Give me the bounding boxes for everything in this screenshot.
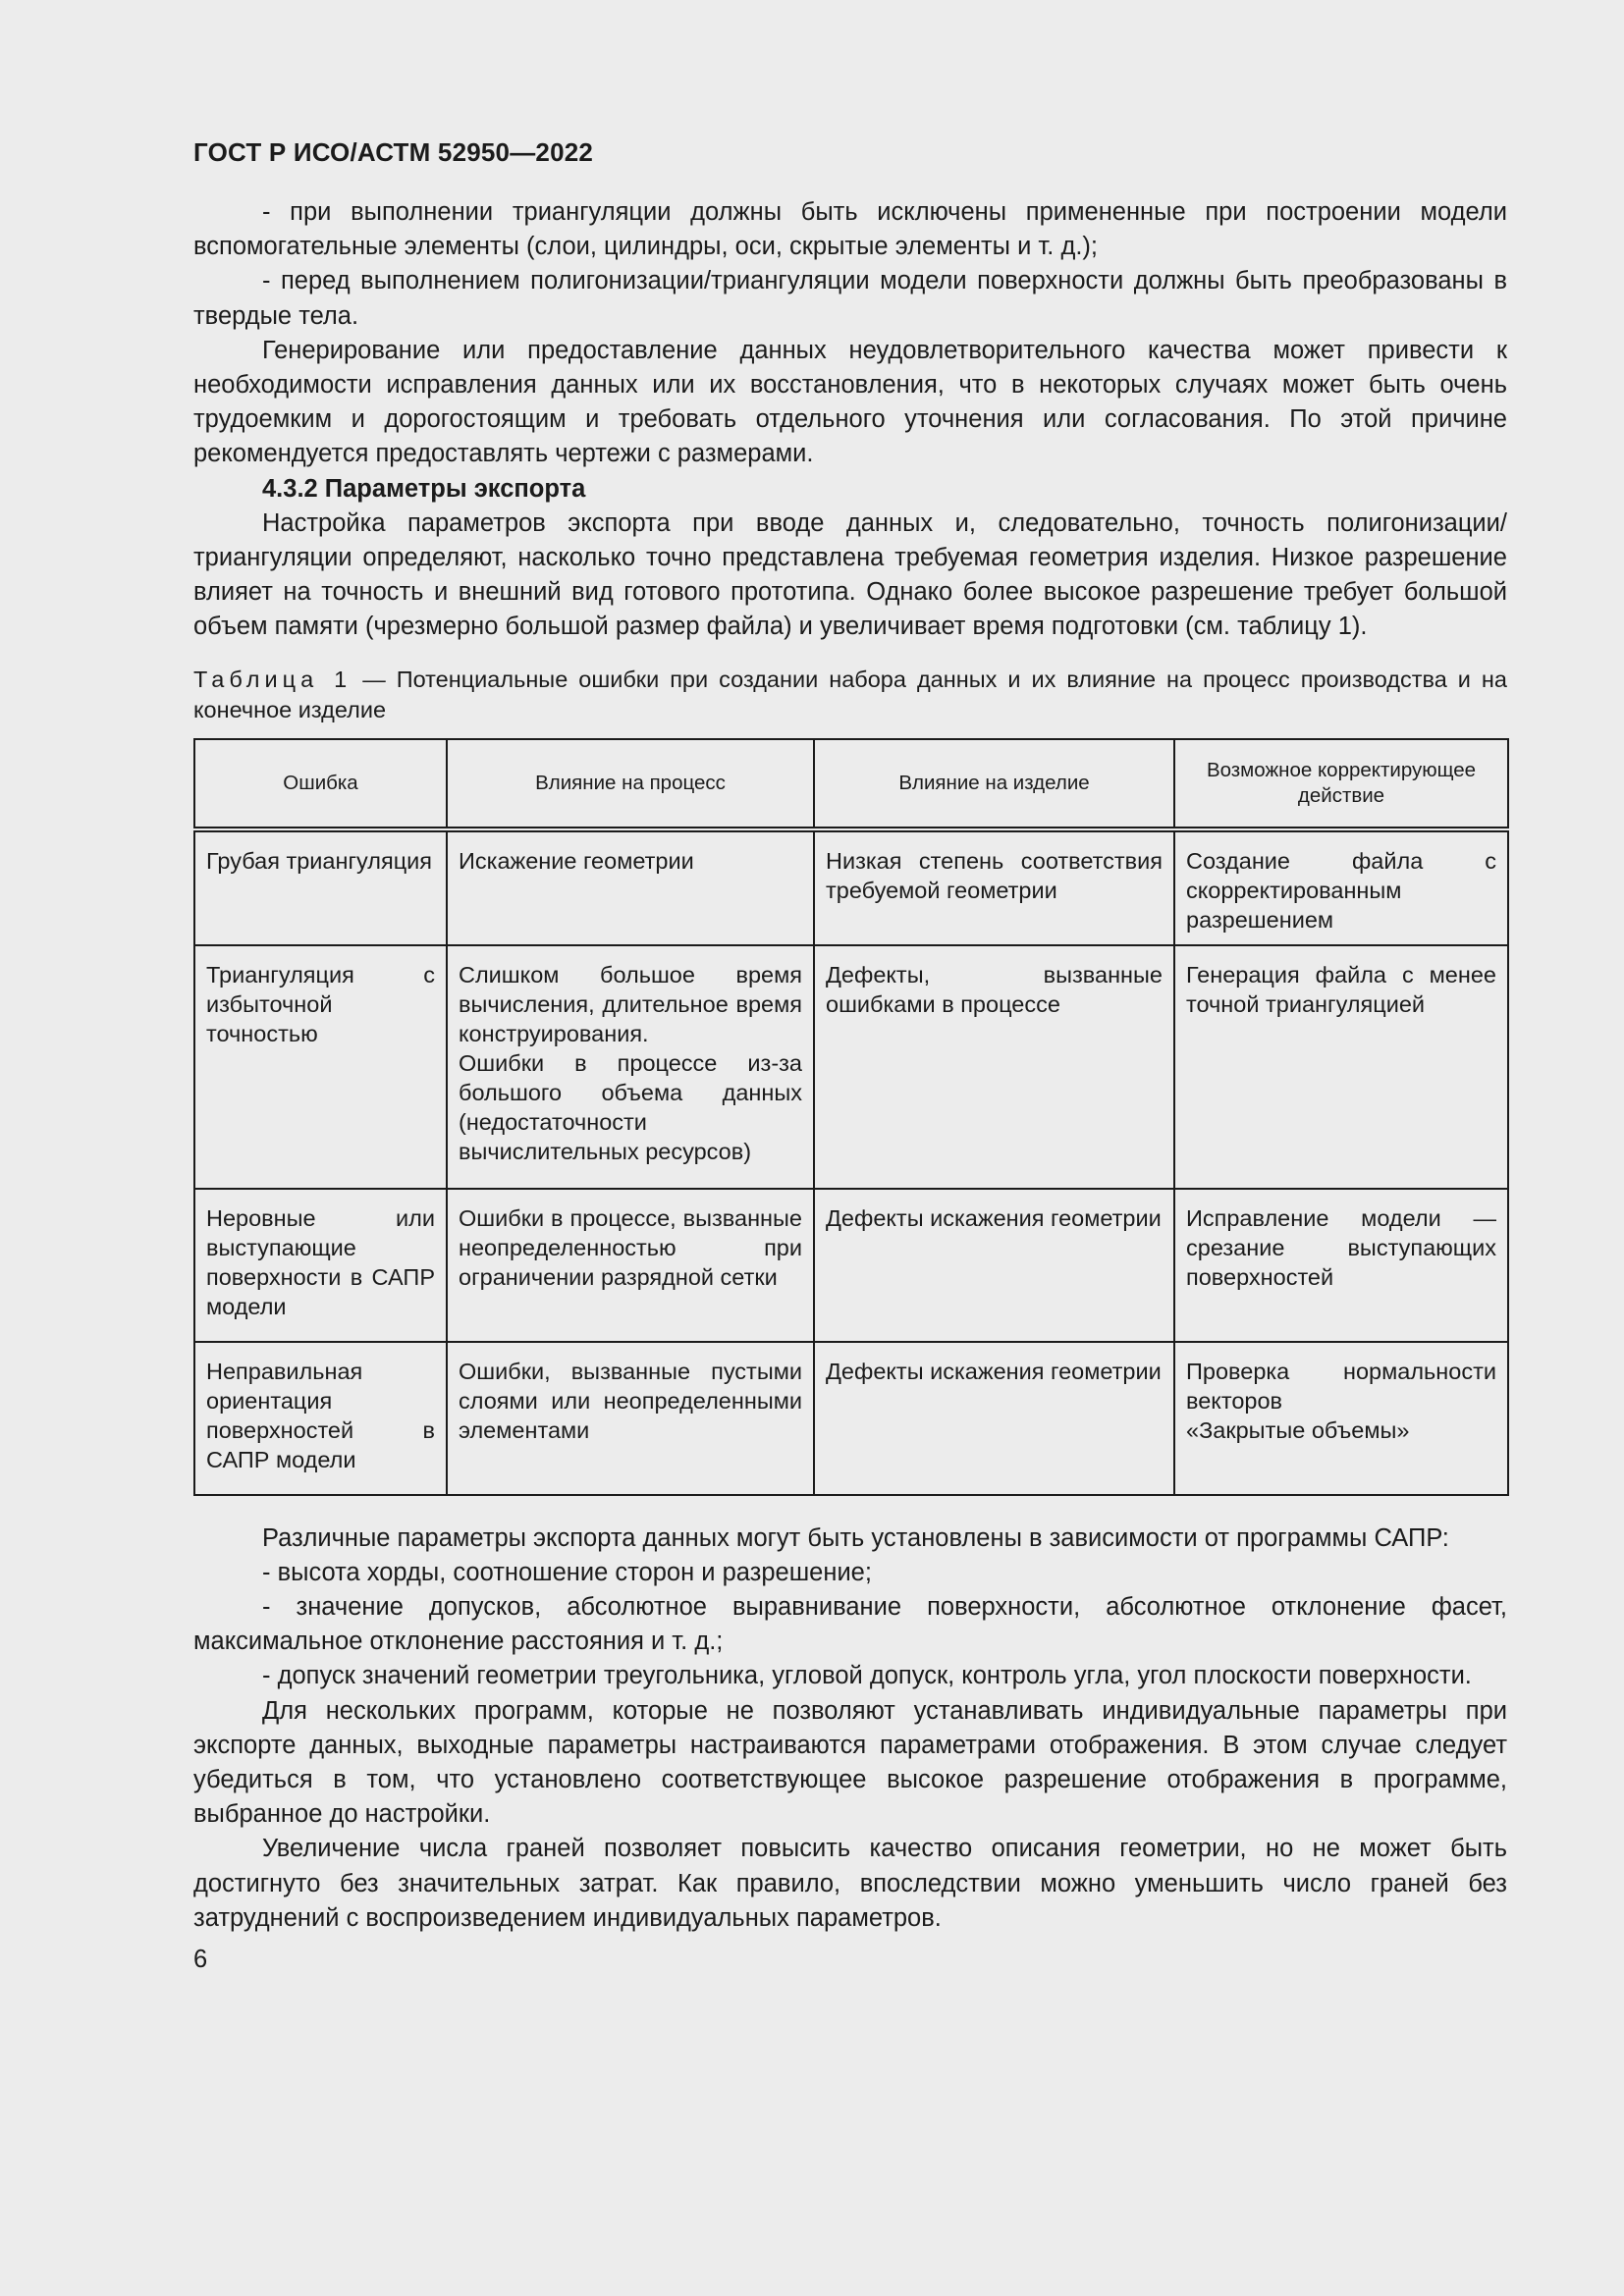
page-number: 6 (193, 1946, 208, 1974)
document-page (193, 137, 1507, 1974)
cell-action (1174, 829, 1508, 945)
outro-block (193, 1522, 1507, 1936)
outro-paragraph-3: Увеличение числа граней позволяет повысить качество описания геометрии, но не может быть достигнуто без значительных затрат. Как правило, впоследствии можно уменьшить число граней без затруднений с воспроизведением индивидуальных параметров. (193, 1835, 1507, 1932)
cell-product: Дефекты, вызванные ошибками в процессе (814, 945, 1174, 1189)
header-process: Влияние на процесс (447, 739, 814, 829)
table-row (194, 1342, 1508, 1495)
cell-action (1174, 945, 1508, 1189)
cell-process-line: Слишком большое время вычисления, длительное время конструирования. (459, 961, 802, 1046)
cell-error: Неправильная ориентация поверхностей в САПР модели (194, 1342, 447, 1495)
cell-product: Дефекты искажения геометрии (814, 1342, 1174, 1495)
cell-action-line: Исправление модели — срезание выступающих поверхностей (1186, 1204, 1496, 1290)
intro-paragraph-2: - перед выполнением полигонизации/триангуляции модели поверхности должны быть преобразованы в твердые тела. (193, 267, 1507, 330)
outro-paragraph-1: Различные параметры экспорта данных могут быть установлены в зависимости от программы САПР: (262, 1523, 1449, 1552)
section-heading: 4.3.2 Параметры экспорта (262, 474, 586, 503)
cell-error: Триангуляция с избыточной точностью (194, 945, 447, 1189)
cell-error: Неровные или выступающие поверхности в САПР модели (194, 1189, 447, 1342)
table-row (194, 829, 1508, 945)
outro-list-item-1: - высота хорды, соотношение сторон и разрешение; (262, 1558, 872, 1586)
outro-list-item-3: - допуск значений геометрии треугольника, угловой допуск, контроль угла, угол плоскости поверхности. (262, 1662, 1472, 1690)
table-caption-text: — Потенциальные ошибки при создании набора данных и их влияние на процесс производства и на конечное изделие (193, 666, 1507, 722)
header-product: Влияние на изделие (814, 739, 1174, 829)
header-error: Ошибка (194, 739, 447, 829)
cell-error: Грубая триангуляция (194, 829, 447, 945)
intro-paragraph-3: Генерирование или предоставление данных неудовлетворительного качества может привести к необходимости исправления данных или их восстановления, что в некоторых случаях может быть очень трудоемким и дорогостоящим и требовать отдельного уточнения или согласования. По этой причине рекомендуется предоставлять чертежи с размерами. (193, 336, 1507, 468)
intro-paragraph-1: - при выполнении триангуляции должны быть исключены примененные при построении модели вспомогательные элементы (слои, цилиндры, оси, скрытые элементы и т. д.); (193, 198, 1507, 261)
table-row (194, 1189, 1508, 1342)
table-header-row (194, 739, 1508, 829)
section-paragraph: Настройка параметров экспорта при вводе данных и, следовательно, точность полигонизации/триангуляции определяют, насколько точно представлена требуемая геометрия изделия. Низкое разрешение влияет на точность и внешний вид готового прототипа. Однако более высокое разрешение требует большой объем памяти (чрезмерно большой размер файла) и увеличивает время подготовки (см. таблицу 1). (193, 508, 1507, 641)
outro-paragraph-2: Для нескольких программ, которые не позволяют устанавливать индивидуальные параметры при экспорте данных, выходные параметры настраиваются параметрами отображения. В этом случае следует убедиться в том, что установлено соответствующее высокое разрешение отображения в программе, выбранное до настройки. (193, 1696, 1507, 1829)
errors-table (193, 738, 1509, 1496)
cell-product: Низкая степень соответствия требуемой геометрии (814, 829, 1174, 945)
document-header: ГОСТ Р ИСО/АСТМ 52950—2022 (193, 137, 594, 167)
cell-process-line: Ошибки в процессе из-за большого объема данных (недостаточности вычислительных ресурсов) (459, 1049, 802, 1164)
table-caption (193, 665, 1507, 725)
cell-process (447, 945, 814, 1189)
outro-list-item-2: - значение допусков, абсолютное выравнивание поверхности, абсолютное отклонение фасет, максимальное отклонение расстояния и т. д.; (193, 1593, 1507, 1656)
cell-process-line: Ошибки, вызванные пустыми слоями или неопределенными элементами (459, 1358, 802, 1443)
cell-product: Дефекты искажения геометрии (814, 1189, 1174, 1342)
cell-process-line: Искажение геометрии (459, 847, 694, 874)
header-action: Возможное корректирующее действие (1174, 739, 1508, 829)
cell-process-line: Ошибки в процессе, вызванные неопределенностью при ограничении разрядной сетки (459, 1204, 802, 1290)
cell-process (447, 1342, 814, 1495)
cell-action-line: Создание файла с скорректированным разрешением (1186, 847, 1496, 933)
cell-process (447, 1189, 814, 1342)
cell-action-line: Генерация файла с менее точной триангуляцией (1186, 961, 1496, 1017)
cell-process (447, 829, 814, 945)
cell-action-line: «Закрытые объемы» (1186, 1416, 1410, 1443)
table-row (194, 945, 1508, 1189)
cell-action-line: Проверка нормальности векторов (1186, 1358, 1496, 1414)
table-caption-label: Таблица 1 (193, 666, 352, 692)
cell-action (1174, 1189, 1508, 1342)
cell-action (1174, 1342, 1508, 1495)
